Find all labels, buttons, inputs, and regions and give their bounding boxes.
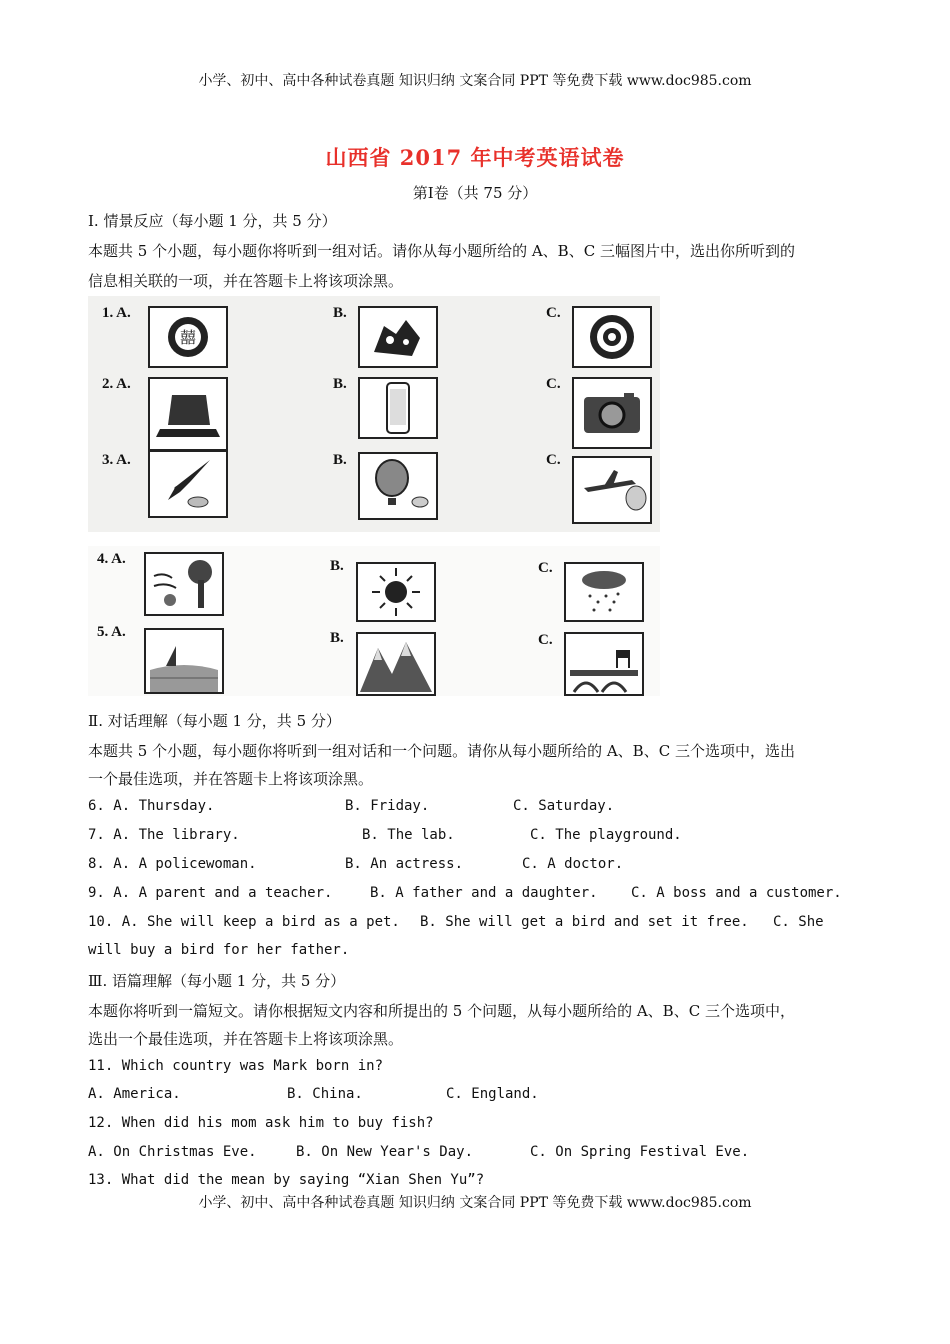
page-footer: 小学、初中、高中各种试卷真题 知识归纳 文案合同 PPT 等免费下载 www.doc985.com [198, 1195, 752, 1211]
beach-sailboat-icon [144, 628, 224, 694]
q2-label: 2. A. [102, 376, 131, 392]
q10-option-c: C. She [773, 914, 824, 930]
q7-option-b: B. The lab. [362, 827, 455, 843]
section2-instructions-line1: 本题共 5 个小题，每小题你将听到一组对话和一个问题。请你从每小题所给的 A、B、C 三个选项中，选出 [88, 742, 795, 760]
q12-option-a: A. On Christmas Eve. [88, 1144, 257, 1160]
section3-instructions-line1: 本题你将听到一篇短文。请你根据短文内容和所提出的 5 个问题，从每小题所给的 A、B、C 三个选项中， [88, 1002, 795, 1020]
rocket-icon [148, 450, 228, 518]
hot-air-balloon-icon [358, 452, 438, 520]
q3-c-label: C. [546, 452, 561, 468]
svg-text:囍: 囍 [179, 328, 197, 347]
paper-cut-icon [148, 306, 228, 368]
q3-b-label: B. [333, 452, 347, 468]
section1-instructions-line2: 信息相关联的一项，并在答题卡上将该项涂黑。 [88, 272, 404, 290]
mountains-icon [356, 632, 436, 696]
q1-c-label: C. [546, 305, 561, 321]
q12-stem: 12. When did his mom ask him to buy fish? [88, 1115, 434, 1131]
paper-cut-animal-icon [358, 306, 438, 368]
q8-option-c: C. A doctor. [522, 856, 624, 872]
laptop-icon [148, 377, 228, 451]
q11-option-b: B. China. [287, 1086, 363, 1102]
q3-label: 3. A. [102, 452, 131, 468]
windy-tree-icon [144, 552, 224, 616]
q10-option-a: 10. A. She will keep a bird as a pet. [88, 914, 400, 930]
q1-b-label: B. [333, 305, 347, 321]
section2-instructions-line2: 一个最佳选项，并在答题卡上将该项涂黑。 [88, 770, 374, 788]
q5-c-label: C. [538, 632, 553, 648]
q12-option-c: C. On Spring Festival Eve. [530, 1144, 750, 1160]
section2-heading: Ⅱ. 对话理解（每小题 1 分，共 5 分） [88, 712, 341, 730]
q1-label: 1. A. [102, 305, 131, 321]
q13-stem: 13. What did the mean by saying “Xian Shen Yu”? [88, 1172, 485, 1188]
camera-icon [572, 377, 652, 449]
section1-instructions-line1: 本题共 5 个小题，每小题你将听到一组对话。请你从每小题所给的 A、B、C 三幅图片中，选出你所听到的 [88, 242, 795, 260]
sun-icon [356, 562, 436, 622]
q2-c-label: C. [546, 376, 561, 392]
paper-cut-round-icon [572, 306, 652, 368]
page-subtitle: 第Ⅰ卷（共 75 分） [412, 184, 538, 202]
q10-option-b: B. She will get a bird and set it free. [420, 914, 749, 930]
q7-option-a: 7. A. The library. [88, 827, 240, 843]
q8-option-b: B. An actress. [345, 856, 464, 872]
q4-label: 4. A. [97, 551, 126, 567]
bridge-horse-icon [564, 632, 644, 696]
q2-b-label: B. [333, 376, 347, 392]
q11-stem: 11. Which country was Mark born in? [88, 1058, 384, 1074]
rain-cloud-icon [564, 562, 644, 622]
q8-option-a: 8. A. A policewoman. [88, 856, 257, 872]
page-title: 山西省 2017 年中考英语试卷 [325, 145, 625, 170]
q9-option-a: 9. A. A parent and a teacher. [88, 885, 333, 901]
q11-option-a: A. America. [88, 1086, 181, 1102]
q4-b-label: B. [330, 558, 344, 574]
q6-option-a: 6. A. Thursday. [88, 798, 215, 814]
q12-option-b: B. On New Year's Day. [296, 1144, 474, 1160]
page-header: 小学、初中、高中各种试卷真题 知识归纳 文案合同 PPT 等免费下载 www.doc985.com [198, 73, 752, 89]
q6-option-b: B. Friday. [345, 798, 430, 814]
q5-b-label: B. [330, 630, 344, 646]
q9-option-b: B. A father and a daughter. [370, 885, 598, 901]
q9-option-c: C. A boss and a customer. [631, 885, 842, 901]
q7-option-c: C. The playground. [530, 827, 682, 843]
q4-c-label: C. [538, 560, 553, 576]
section3-instructions-line2: 选出一个最佳选项，并在答题卡上将该项涂黑。 [88, 1030, 404, 1048]
mobile-phone-icon [358, 377, 438, 439]
q11-option-c: C. England. [446, 1086, 539, 1102]
section3-heading: Ⅲ. 语篇理解（每小题 1 分，共 5 分） [88, 972, 346, 990]
q6-option-c: C. Saturday. [513, 798, 615, 814]
section1-heading: Ⅰ. 情景反应（每小题 1 分，共 5 分） [88, 212, 337, 230]
q10-option-c-continued: will buy a bird for her father. [88, 942, 350, 958]
airplane-icon [572, 456, 652, 524]
q5-label: 5. A. [97, 624, 126, 640]
